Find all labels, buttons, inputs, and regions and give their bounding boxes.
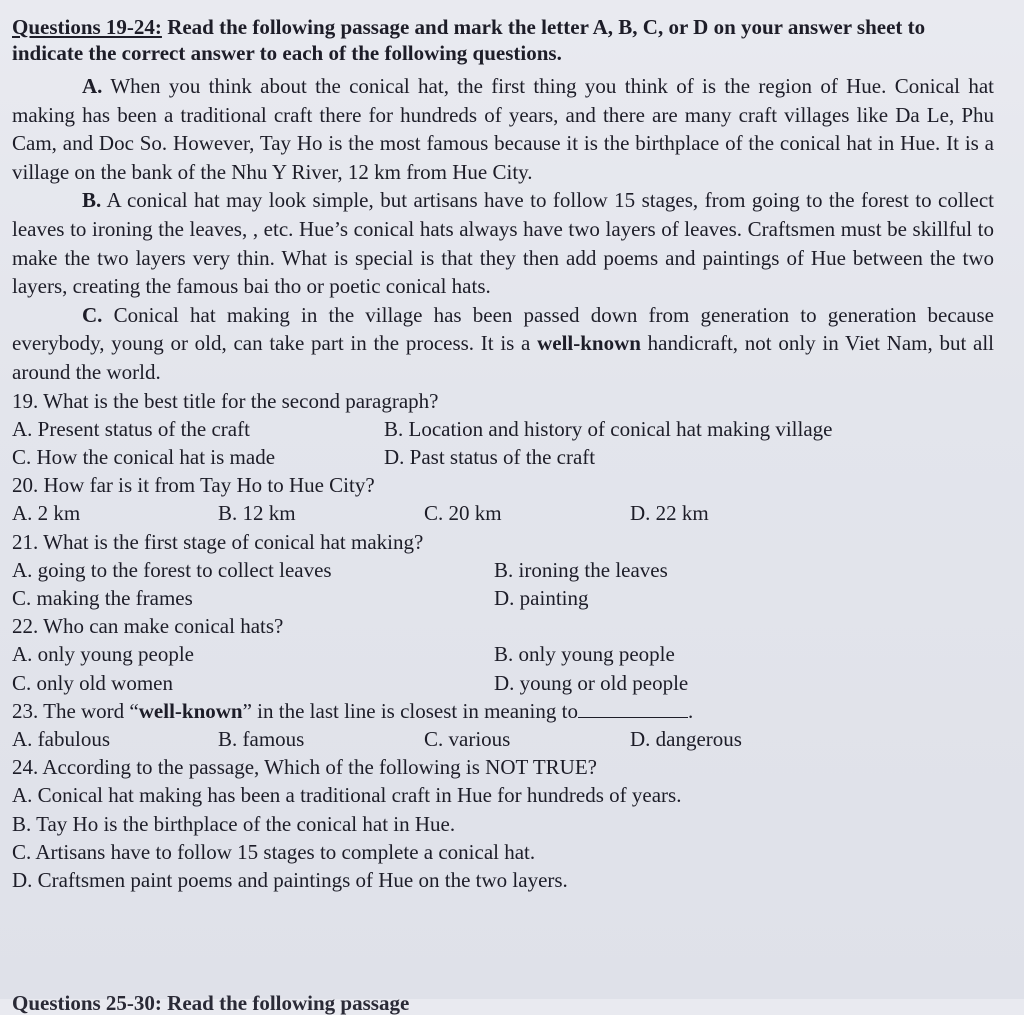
question-21-stem: 21. What is the first stage of conical hat making? xyxy=(12,529,424,554)
section-heading-instructions: Read the following passage and mark the letter A, B, C, or D on your answer sheet to indicate the correct answer to each of the following questions. xyxy=(12,15,926,65)
question-21-option-b[interactable]: B. ironing the leaves xyxy=(494,557,668,582)
question-22-option-a[interactable]: A. only young people xyxy=(12,642,194,667)
paragraph-a-text: When you think about the conical hat, the first thing you think of is the region of Hue. Conical hat making has been a traditional craft there for hundreds of years, and there are many craft villages like Da Le, Phu Cam, and Doc So. However, Tay Ho is the most famous because it is the birthplace of the conical hat in Hue. It is a village on the bank of the Nhu Y River, 12 km from Hue City. xyxy=(12,74,994,184)
question-21-option-d[interactable]: D. painting xyxy=(494,585,589,610)
question-24-stem: 24. According to the passage, Which of the following is NOT TRUE? xyxy=(12,755,597,780)
question-22-option-b[interactable]: B. only young people xyxy=(494,642,675,667)
paragraph-b-letter: B. xyxy=(82,188,102,213)
paragraph-c-bold-word: well-known xyxy=(537,331,641,356)
question-24-option-b[interactable]: B. Tay Ho is the birthplace of the conical hat in Hue. xyxy=(12,811,456,836)
question-23-option-a[interactable]: A. fabulous xyxy=(12,726,110,751)
question-23-option-c[interactable]: C. various xyxy=(424,726,511,751)
question-19-option-b[interactable]: B. Location and history of conical hat making village xyxy=(384,416,833,441)
question-20-option-c[interactable]: C. 20 km xyxy=(424,501,502,526)
question-20-option-a[interactable]: A. 2 km xyxy=(12,501,81,526)
question-20-option-b[interactable]: B. 12 km xyxy=(218,501,296,526)
question-22-option-c[interactable]: C. only old women xyxy=(12,670,173,695)
paragraph-c-letter: C. xyxy=(82,302,103,327)
question-22-option-d[interactable]: D. young or old people xyxy=(494,670,689,695)
question-23-options xyxy=(12,725,994,753)
question-23-stem xyxy=(12,697,994,725)
next-section-cutoff-line: Questions 25-30: Read the following passage xyxy=(12,991,410,1015)
question-22-options xyxy=(12,640,994,696)
section-heading-label: Questions 19-24: xyxy=(12,15,162,39)
question-23-stem-after: ” in the last line is closest in meaning to xyxy=(242,698,578,723)
question-19-option-a[interactable]: A. Present status of the craft xyxy=(12,416,250,441)
paragraph-b-text: A conical hat may look simple, but artisans have to follow 15 stages, from going to the forest to collect leaves to ironing the leaves, , etc. Hue’s conical hats always have two layers of leaves. Craftsmen must be skillful to make the two layers very thin. What is special is that they then add poems and paintings of Hue between the two layers, creating the famous bai tho or poetic conical hats. xyxy=(12,188,994,299)
question-23-stem-end: . xyxy=(687,698,694,723)
question-20-stem: 20. How far is it from Tay Ho to Hue City? xyxy=(12,473,375,498)
question-21-option-c[interactable]: C. making the frames xyxy=(12,585,193,610)
question-23-stem-before: 23. The word “ xyxy=(12,698,139,723)
question-20-option-d[interactable]: D. 22 km xyxy=(630,501,709,526)
question-19-option-d[interactable]: D. Past status of the craft xyxy=(384,444,596,469)
section-heading xyxy=(12,14,994,66)
question-22-stem: 22. Who can make conical hats? xyxy=(12,614,284,639)
question-24-options xyxy=(12,781,994,894)
passage-paragraph-a xyxy=(12,72,994,186)
passage-paragraph-c xyxy=(12,301,994,387)
question-24-option-c[interactable]: C. Artisans have to follow 15 stages to complete a conical hat. xyxy=(12,839,536,864)
paragraph-c-text: Conical hat making in the village has been passed down from generation to generation because everybody, young or old, can take part in the process. It is a xyxy=(12,302,994,356)
question-23-option-b[interactable]: B. famous xyxy=(218,726,305,751)
paragraph-c-text-after: handicraft, not only in Viet Nam, but all around the world. xyxy=(12,331,994,384)
question-20-options xyxy=(12,499,994,527)
question-19-option-c[interactable]: C. How the conical hat is made xyxy=(12,444,276,469)
question-19-stem: 19. What is the best title for the second paragraph? xyxy=(12,388,439,413)
question-24-option-a[interactable]: A. Conical hat making has been a traditional craft in Hue for hundreds of years. xyxy=(12,783,682,808)
question-23-answer-blank xyxy=(578,699,688,718)
question-23-stem-bold: well-known xyxy=(138,698,243,723)
question-21-option-a[interactable]: A. going to the forest to collect leaves xyxy=(12,557,332,582)
passage-paragraph-b xyxy=(12,186,994,300)
paragraph-a-letter: A. xyxy=(82,74,103,98)
question-24-option-d[interactable]: D. Craftsmen paint poems and paintings of Hue on the two layers. xyxy=(12,867,568,892)
question-19-options xyxy=(12,415,994,471)
question-23-option-d[interactable]: D. dangerous xyxy=(630,726,742,751)
question-21-options xyxy=(12,556,994,612)
